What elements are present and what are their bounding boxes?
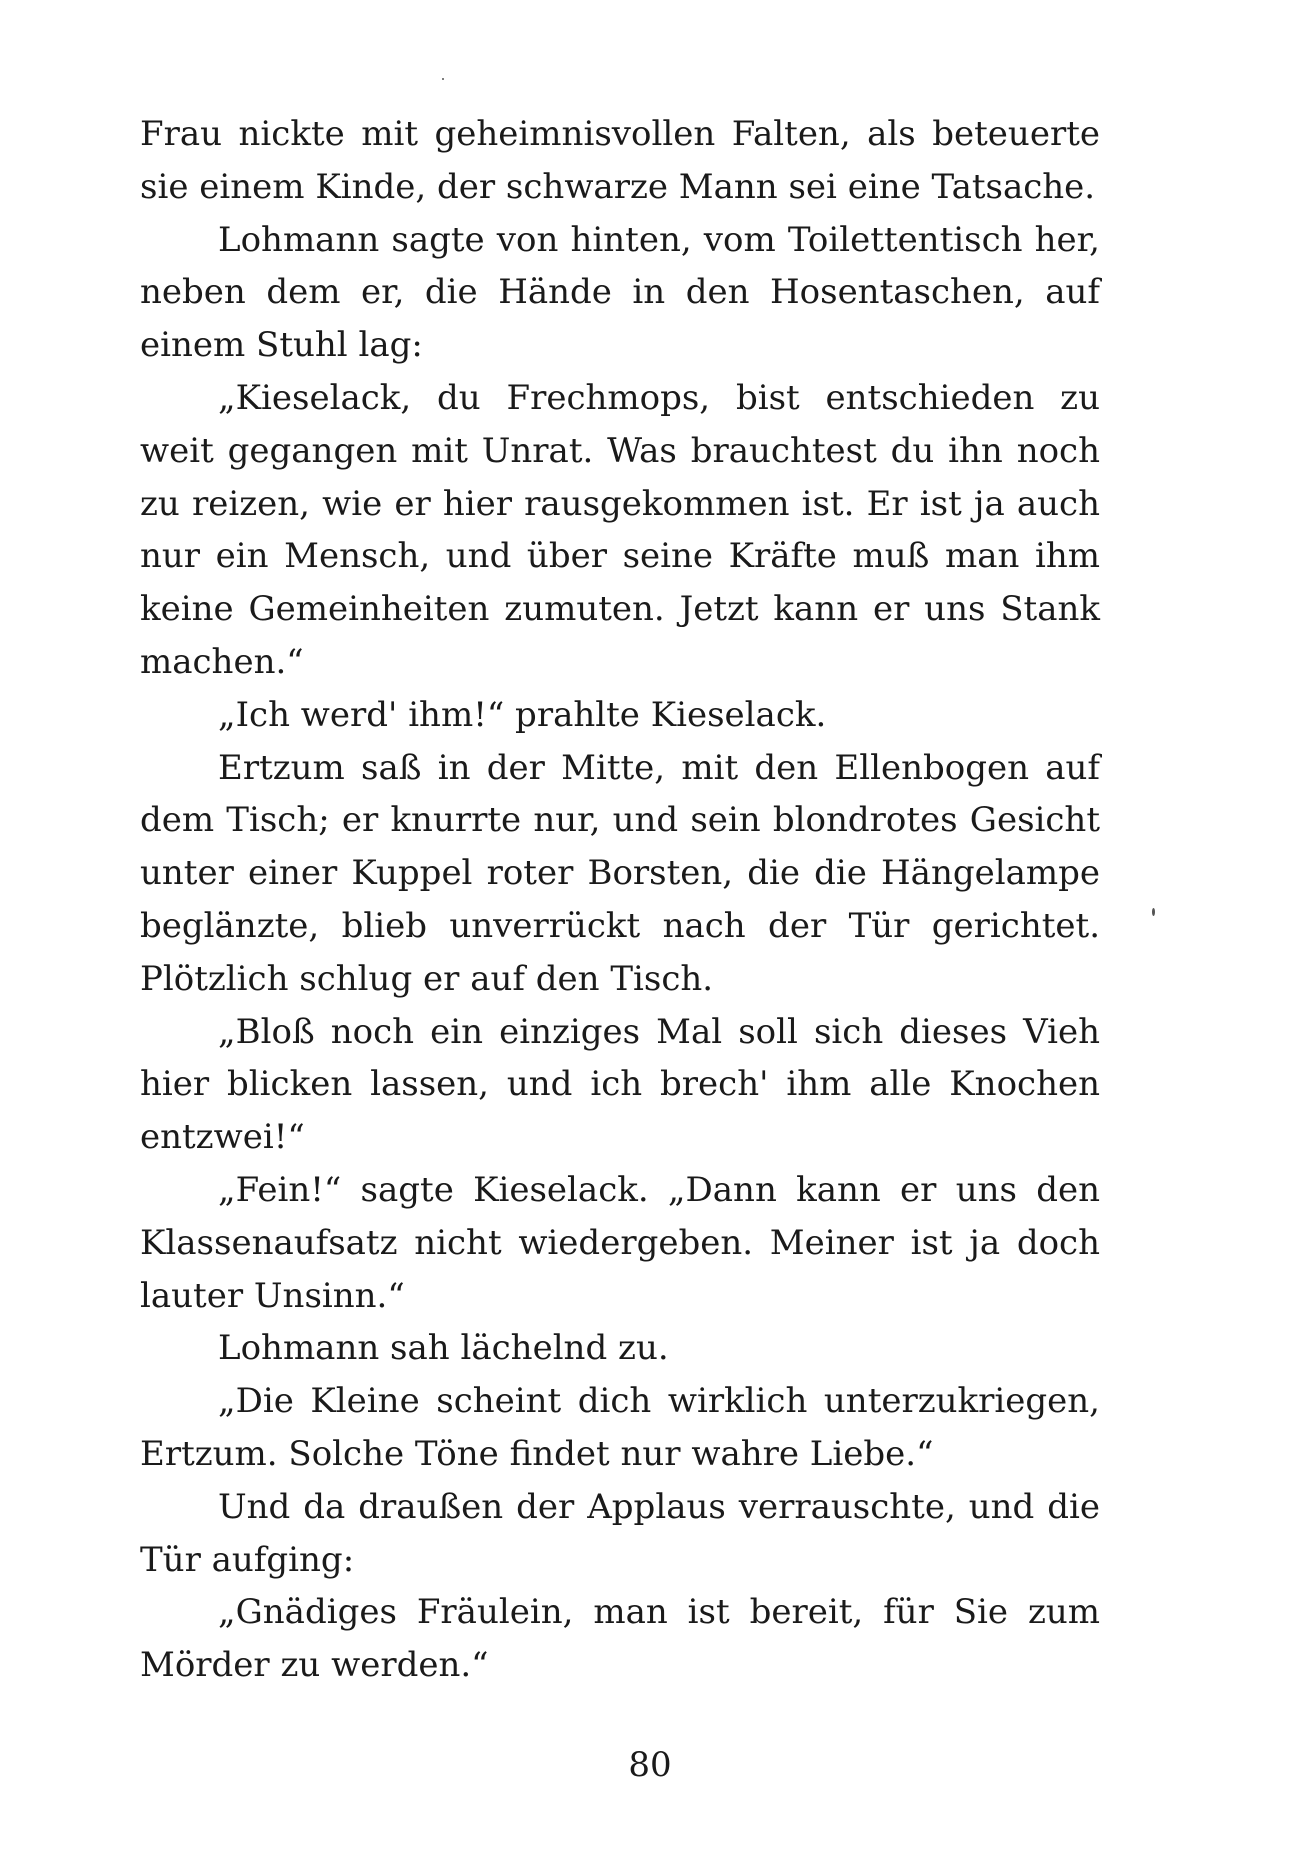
paragraph: Lohmann sagte von hinten, vom Toilettentisch her, neben dem er, die Hände in den Hosentaschen, auf einem Stuhl lag: — [140, 219, 1100, 366]
paragraph: Ertzum saß in der Mitte, mit den Ellenbogen auf dem Tisch; er knurrte nur, und sein blondrotes Gesicht unter einer Kuppel roter Borsten, die die Hängelampe beglänzte, blieb unverrückt nach der Tür gerichtet. Plötzlich schlug er auf den Tisch. — [140, 747, 1100, 999]
paragraph: Und da draußen der Applaus verrauschte, und die Tür aufging: — [140, 1486, 1100, 1580]
scan-speck — [442, 78, 444, 80]
body-text — [140, 108, 1100, 1692]
scan-speck — [1152, 908, 1155, 916]
paragraph: „Kieselack, du Frechmops, bist entschieden zu weit gegangen mit Unrat. Was brauchtest du ihn noch zu reizen, wie er hier rausgekommen ist. Er ist ja auch nur ein Mensch, und über seine Kräfte muß man ihm keine Gemeinheiten zumuten. Jetzt kann er uns Stank machen.“ — [140, 377, 1100, 682]
paragraph: „Gnädiges Fräulein, man ist bereit, für Sie zum Mörder zu werden.“ — [140, 1592, 1100, 1686]
paragraph: „Bloß noch ein einziges Mal soll sich dieses Vieh hier blicken lassen, und ich brech' ihm alle Knochen entzwei!“ — [140, 1011, 1100, 1158]
paragraph: „Ich werd' ihm!“ prahlte Kieselack. — [218, 694, 827, 735]
paragraph: Lohmann sah lächelnd zu. — [218, 1328, 669, 1369]
paragraph: Frau nickte mit geheimnisvollen Falten, als beteuerte sie einem Kinde, der schwarze Mann sei eine Tatsache. — [140, 114, 1100, 207]
page-number: 80 — [628, 1745, 672, 1785]
paragraph: „Fein!“ sagte Kieselack. „Dann kann er uns den Klassenaufsatz nicht wiedergeben. Meiner ist ja doch lauter Unsinn.“ — [140, 1169, 1100, 1316]
paragraph: „Die Kleine scheint dich wirklich unterzukriegen, Ertzum. Solche Töne findet nur wahre Liebe.“ — [140, 1381, 1100, 1474]
